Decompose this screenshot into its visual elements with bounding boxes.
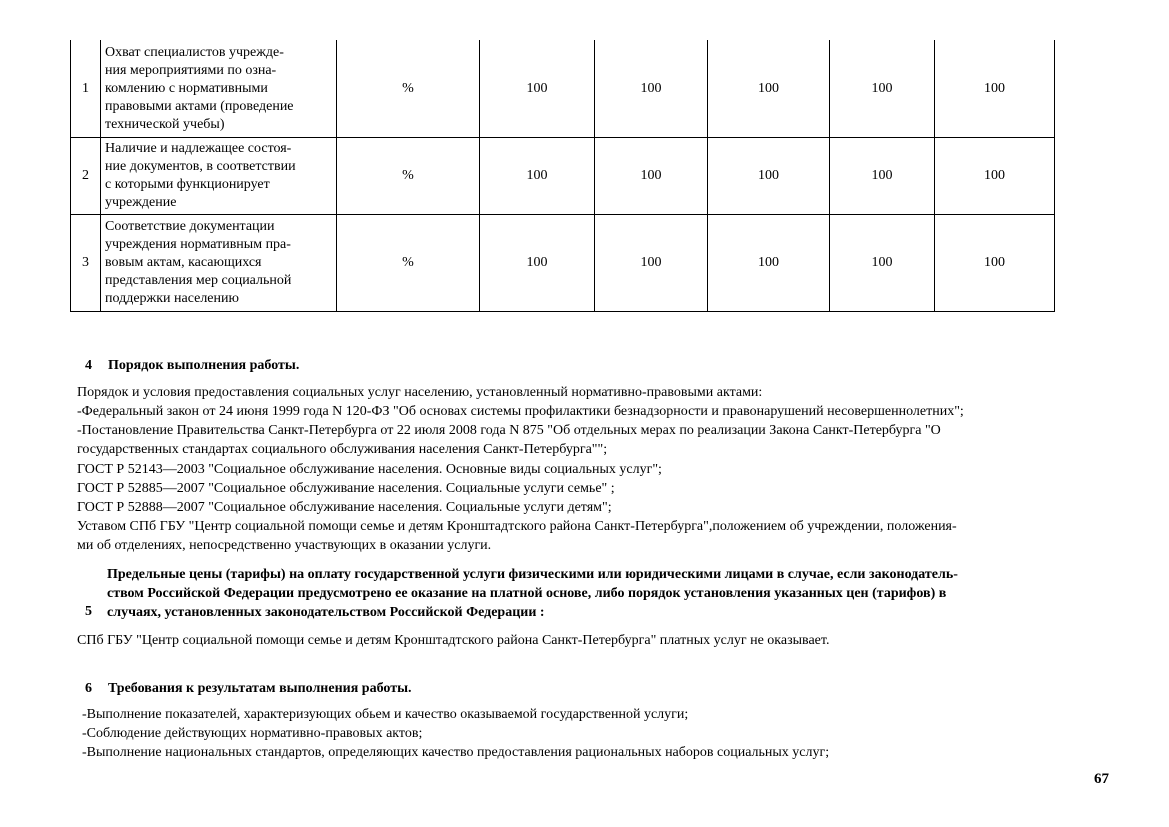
row-description [101,215,337,312]
section-number: 5 [85,604,92,619]
desc-line: учреждение [105,195,177,210]
body-line: -Федеральный закон от 24 июня 1999 года N 120-ФЗ "Об основах системы профилактики безнадзорности и правонарушений несовершеннолетних"; [77,404,964,419]
indicators-table [70,40,1055,312]
row-value: 100 [480,215,595,312]
body-line: ГОСТ Р 52885—2007 "Социальное обслуживание населения. Социальные услуги семье" ; [77,481,615,496]
section-title: Требования к результатам выполнения работы. [108,681,412,696]
desc-line: Охват специалистов учрежде- [105,44,284,60]
body-line: ГОСТ Р 52143—2003 "Социальное обслуживание населения. Основные виды социальных услуг"; [77,462,662,477]
desc-line: с которыми функционирует [105,177,270,192]
section-title-line: Предельные цены (тарифы) на оплату государственной услуги физическими или юридическими лицами в случае, если законодатель- [107,567,958,582]
row-number: 2 [71,138,101,215]
row-description [101,138,337,215]
body-line: Порядок и условия предоставления социальных услуг населению, установленный нормативно-правовыми актами: [77,385,763,400]
row-value: 100 [708,138,830,215]
row-unit: % [337,138,480,215]
row-description [101,40,337,138]
row-number: 1 [71,40,101,138]
row-value: 100 [708,215,830,312]
table-row [71,40,1055,138]
row-value: 100 [830,215,935,312]
desc-line: Соответствие документации [105,219,275,234]
desc-line: Наличие и надлежащее состоя- [105,141,292,156]
row-value: 100 [935,40,1055,138]
body-line: ГОСТ Р 52888—2007 "Социальное обслуживание населения. Социальные услуги детям"; [77,500,612,515]
body-line: государственных стандартах социального обслуживания населения Санкт-Петербурга""; [77,442,608,457]
section-title-line: случаях, установленных законодательством Российской Федерации : [107,605,545,620]
row-value: 100 [595,215,708,312]
table-row [71,215,1055,312]
row-value: 100 [595,138,708,215]
row-unit: % [337,215,480,312]
row-unit: % [337,40,480,138]
table-row [71,138,1055,215]
row-value: 100 [830,138,935,215]
row-value: 100 [830,40,935,138]
body-line: -Постановление Правительства Санкт-Петербурга от 22 июля 2008 года N 875 "Об отдельных мерах по реализации Закона Санкт-Петербурга "О [77,423,941,438]
desc-line: правовыми актами (проведение [105,98,294,114]
section-title: Порядок выполнения работы. [108,358,300,373]
body-line: -Выполнение показателей, характеризующих обьем и качество оказываемой государственной услуги; [82,707,689,722]
row-value: 100 [595,40,708,138]
body-line: СПб ГБУ "Центр социальной помощи семье и детям Кронштадтского района Санкт-Петербурга" платных услуг не оказывает. [77,633,830,648]
row-value: 100 [480,40,595,138]
row-value: 100 [480,138,595,215]
desc-line: комлению с нормативными [105,80,268,96]
desc-line: технической учебы) [105,116,225,132]
desc-line: представления мер социальной [105,273,292,288]
row-value: 100 [708,40,830,138]
desc-line: вовым актам, касающихся [105,255,262,270]
body-line: -Соблюдение действующих нормативно-правовых актов; [82,726,423,741]
body-line: Уставом СПб ГБУ "Центр социальной помощи семье и детям Кронштадтского района Санкт-Петербурга",положением об учреждении, положения- [77,519,957,534]
section-number: 4 [85,358,92,373]
row-value: 100 [935,138,1055,215]
desc-line: учреждения нормативным пра- [105,237,291,252]
page-number: 67 [1094,771,1109,787]
body-line: ми об отделениях, непосредственно участвующих в оказании услуги. [77,538,492,553]
row-number: 3 [71,215,101,312]
section-number: 6 [85,681,92,696]
desc-line: поддержки населению [105,291,239,306]
desc-line: ние документов, в соответствии [105,159,296,174]
body-line: -Выполнение национальных стандартов, определяющих качество предоставления рациональных наборов социальных услуг; [82,745,830,760]
row-value: 100 [935,215,1055,312]
desc-line: ния мероприятиями по озна- [105,62,277,78]
section-title-line: ством Российской Федерации предусмотрено ее оказание на платной основе, либо порядок установления указанных цен (тарифов) в [107,586,947,601]
